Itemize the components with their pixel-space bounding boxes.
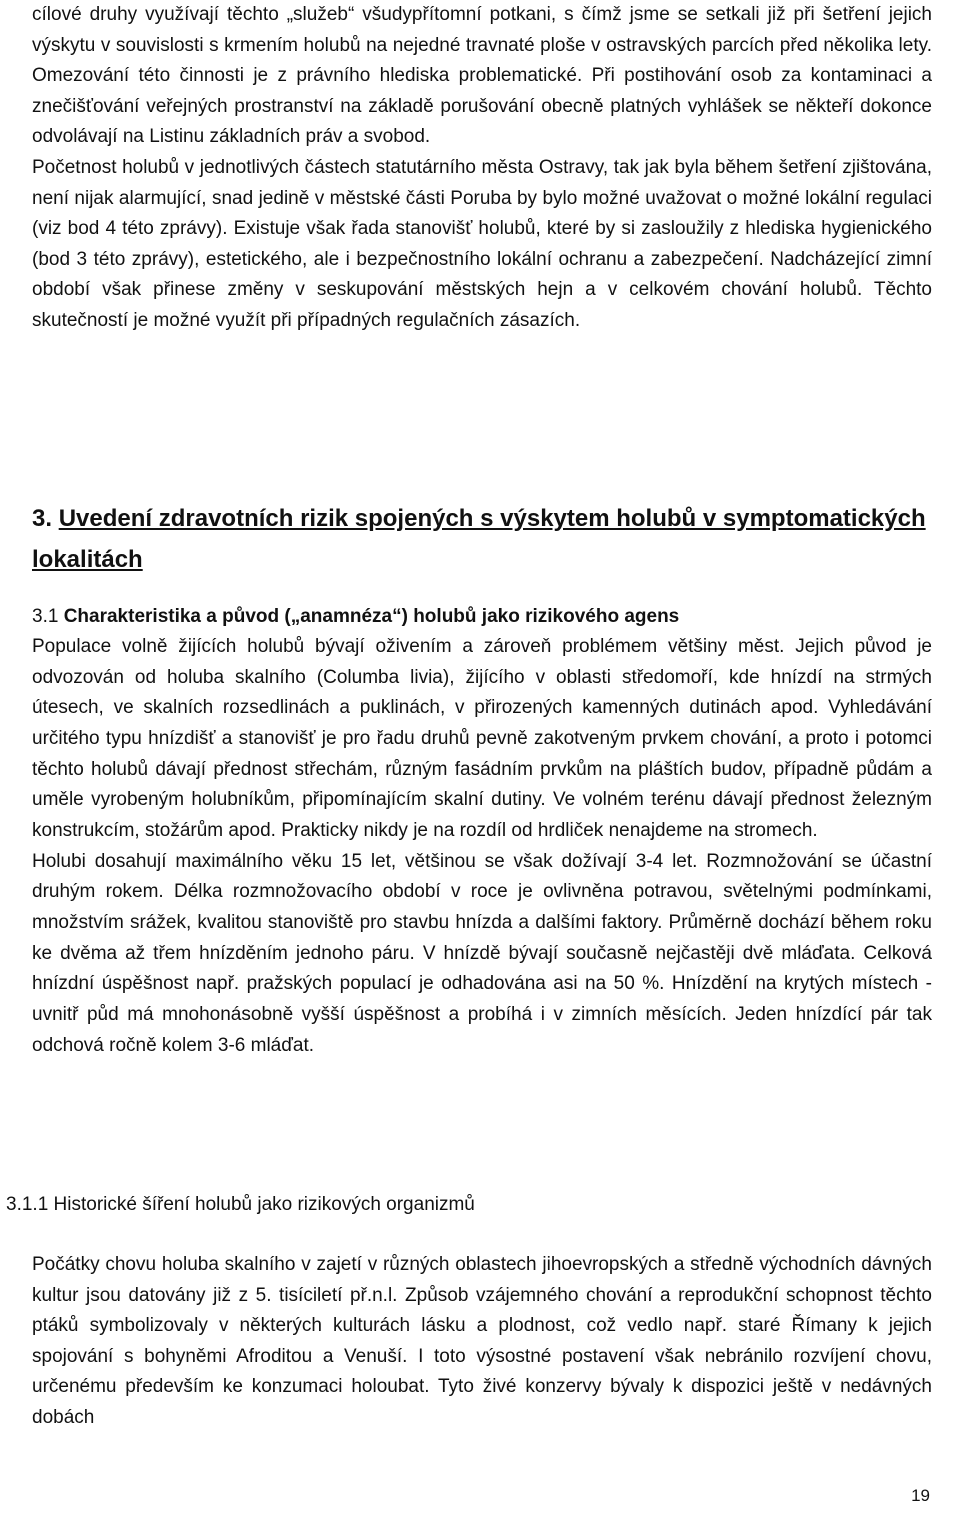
- section-3-heading: [32, 498, 932, 580]
- section-3-1-1-body: [32, 1250, 932, 1434]
- section-3-1-1-paragraph-1: Počátky chovu holuba skalního v zajetí v různých oblastech jihoevropských a středně východních dávných kultur jsou datovány již z 5. tisíciletí př.n.l. Způsob vzájemného chování a reprodukční schopnost těchto ptáků symbolizovaly v některých kulturách lásku a plodnost, což vedlo např. staré Římany k jejich spojování s bohyněmi Afroditou a Venuší. I toto výsostné postavení však nebránilo rozvíjení chovu, určenému především ke konzumaci holoubat. Tyto živé konzervy bývaly k dispozici ještě v nedávných dobách: [32, 1254, 932, 1428]
- section-3-1-body: [32, 632, 932, 1061]
- intro-paragraph-2: Početnost holubů v jednotlivých částech statutárního města Ostravy, tak jak byla během šetření zjištována, není nijak alarmující, snad jedině v městské části Poruba by bylo možné uvažovat o možné lokální regulaci (viz bod 4 této zprávy). Existuje však řada stanovišť holubů, které by si zasloužily z hlediska hygienického (bod 3 této zprávy), estetického, ale i bezpečnostního lokální ochranu a zabezpečení. Nadcházející zimní období však přinese změny v seskupování městských hejn a v celkovém chování holubů. Těchto skutečností je možné využít při případných regulačních zásazích.: [32, 156, 932, 331]
- section-3-1-title: Charakteristika a původ („anamnéza“) holubů jako rizikového agens: [63, 606, 680, 627]
- intro-block: [32, 0, 932, 337]
- section-3-title: Uvedení zdravotních rizik spojených s výskytem holubů v symptomatických lokalitách: [32, 505, 926, 573]
- section-3-number: 3.: [32, 505, 53, 532]
- section-3-1-number: 3.1: [32, 606, 59, 627]
- section-3-1-paragraph-1: Populace volně žijících holubů bývají oživením a zároveň problémem většiny měst. Jejich původ je odvozován od holuba skalního (Columba livia), žijícího v oblasti středomoří, kde hnízdí na strmých útesech, ve skalních rozsedlinách a puklinách, v přirozených kamenných dutinách apod. Vyhledávání určitého typu hnízdišť a stanovišť je pro řadu druhů pevně zakotveným prvkem chování, a proto i potomci těchto holubů dávají přednost střechám, různým fasádním prvkům na pláštích budov, případně půdám a uměle vyrobeným holubníkům, připomínajícím skalní dutiny. Ve volném terénu dávají přednost železným konstrukcím, stožárům apod. Prakticky nikdy je na rozdíl od hrdliček nenajdeme na stromech.: [32, 636, 932, 841]
- section-3-1-heading: [32, 602, 932, 632]
- section-3-1-paragraph-2: Holubi dosahují maximálního věku 15 let, většinou se však dožívají 3-4 let. Rozmnožování se účastní druhým rokem. Délka rozmnožovacího období v roce je ovlivněna potravou, světelnými podmínkami, množstvím srážek, kvalitou stanoviště pro stavbu hnízda a dalšími faktory. Průměrně dochází během roku ke dvěma až třem hnízděním jednoho páru. V hnízdě bývají současně nejčastěji dvě mláďata. Celková hnízdní úspěšnost např. pražských populací je odhadována asi na 50 %. Hnízdění na krytých místech - uvnitř půd má mnohonásobně vyšší úspěšnost a probíhá i v zimních měsících. Jeden hnízdící pár tak odchová ročně kolem 3-6 mláďat.: [32, 850, 932, 1056]
- page-number: 19: [911, 1486, 930, 1505]
- section-3-1-1-heading: 3.1.1 Historické šíření holubů jako rizikových organizmů: [6, 1194, 475, 1215]
- intro-paragraph-1: cílové druhy využívají těchto „služeb“ všudypřítomní potkani, s čímž jsme se setkali již při šetření jejich výskytu v souvislosti s krmením holubů na nejedné travnaté ploše v ostravských parcích před několika lety. Omezování této činnosti je z právního hlediska problematické. Při postihování osob za kontaminaci a znečišťování veřejných prostranství na základě porušování obecně platných vyhlášek se někteří dokonce odvolávají na Listinu základních práv a svobod.: [32, 4, 932, 148]
